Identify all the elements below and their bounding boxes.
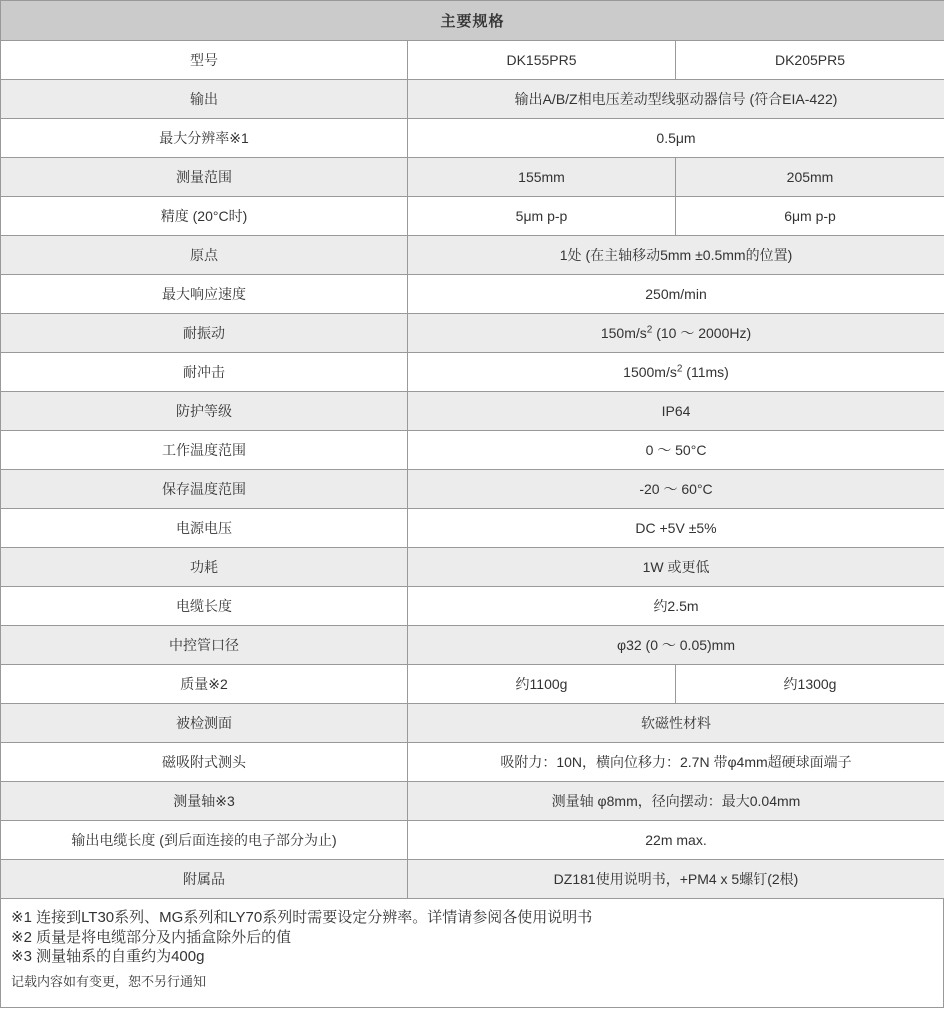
- table-row-output-cable-length: [1, 821, 944, 860]
- spec-label: 电源电压: [1, 509, 408, 548]
- table-row-cable-length: [1, 587, 944, 626]
- spec-value: φ32 (0 ～ 0.05)mm: [408, 626, 944, 665]
- spec-value: 6μm p-p: [676, 197, 944, 236]
- spec-value: 250m/min: [408, 275, 944, 314]
- table-row-shock-resistance: [1, 353, 944, 392]
- table-row-accessories: [1, 860, 944, 899]
- spec-value: [408, 314, 944, 353]
- table-row-model: [1, 41, 944, 80]
- table-row-accuracy: [1, 197, 944, 236]
- spec-label: 被检测面: [1, 704, 408, 743]
- spec-label: 电缆长度: [1, 587, 408, 626]
- table-row-power-consumption: [1, 548, 944, 587]
- spec-value: 0 ～ 50°C: [408, 431, 944, 470]
- spec-value: 约1100g: [408, 665, 676, 704]
- spec-value: 1处 (在主轴移动5mm ±0.5mm的位置): [408, 236, 944, 275]
- table-row-mass: [1, 665, 944, 704]
- table-row-storage-temperature: [1, 470, 944, 509]
- footnotes: [0, 899, 944, 1008]
- table-row-protection-rating: [1, 392, 944, 431]
- disclaimer-text: 记载内容如有变更，恕不另行通知: [11, 973, 207, 989]
- table-row-measuring-range: [1, 158, 944, 197]
- spec-label: 耐冲击: [1, 353, 408, 392]
- spec-value: DZ181使用说明书，+PM4 x 5螺钉(2根): [408, 860, 944, 899]
- spec-label: 测量范围: [1, 158, 408, 197]
- spec-label: 磁吸附式测头: [1, 743, 408, 782]
- spec-label: 输出电缆长度 (到后面连接的电子部分为止): [1, 821, 408, 860]
- spec-value: DC +5V ±5%: [408, 509, 944, 548]
- spec-label: 耐振动: [1, 314, 408, 353]
- table-row-output: [1, 80, 944, 119]
- value-base: 150m/s: [600, 325, 647, 341]
- spec-value: 1W 或更低: [408, 548, 944, 587]
- spec-value: 22m max.: [408, 821, 944, 860]
- table-row-magnetic-probe: [1, 743, 944, 782]
- table-row-power-voltage: [1, 509, 944, 548]
- spec-value: 约1300g: [676, 665, 944, 704]
- spec-value: DK155PR5: [408, 41, 676, 80]
- spec-value: 0.5μm: [408, 119, 944, 158]
- spec-label: 中控管口径: [1, 626, 408, 665]
- spec-value: 输出A/B/Z相电压差动型线驱动器信号 (符合EIA-422): [408, 80, 944, 119]
- footnote-1: ※1 连接到LT30系列、MG系列和LY70系列时需要设定分辨率。详情请参阅各使用说明书: [11, 909, 593, 926]
- spec-label: 附属品: [1, 860, 408, 899]
- spec-label: 型号: [1, 41, 408, 80]
- spec-value: 5μm p-p: [408, 197, 676, 236]
- table-row-detected-surface: [1, 704, 944, 743]
- spec-label: 工作温度范围: [1, 431, 408, 470]
- spec-value: 吸附力：10N，横向位移力：2.7N 带φ4mm超硬球面端子: [408, 743, 944, 782]
- spec-label: 精度 (20°C时): [1, 197, 408, 236]
- footnote-3: ※3 测量轴系的自重约为400g: [11, 948, 205, 965]
- spec-value: 约2.5m: [408, 587, 944, 626]
- table-row-vibration-resistance: [1, 314, 944, 353]
- table-title-row: [1, 1, 944, 41]
- spec-label: 最大响应速度: [1, 275, 408, 314]
- value-base: 1500m/s: [623, 364, 677, 380]
- table-row-operating-temperature: [1, 431, 944, 470]
- value-superscript: 2: [676, 363, 683, 375]
- footnote-2: ※2 质量是将电缆部分及内插盒除外后的值: [11, 928, 292, 946]
- spec-value: 205mm: [676, 158, 944, 197]
- spec-value: 155mm: [408, 158, 676, 197]
- table-row-origin: [1, 236, 944, 275]
- spec-label: 功耗: [1, 548, 408, 587]
- spec-label: 输出: [1, 80, 408, 119]
- table-title: 主要规格: [1, 1, 944, 41]
- spec-label: 最大分辨率※1: [1, 119, 408, 158]
- spec-value: IP64: [408, 392, 944, 431]
- spec-label: 防护等级: [1, 392, 408, 431]
- spec-value: [408, 353, 944, 392]
- value-suffix: (11ms): [682, 364, 729, 380]
- spec-label: 测量轴※3: [1, 782, 408, 821]
- table-row-measuring-shaft: [1, 782, 944, 821]
- spec-value: DK205PR5: [676, 41, 944, 80]
- spec-value: -20 ～ 60°C: [408, 470, 944, 509]
- table-row-max-resolution: [1, 119, 944, 158]
- spec-label: 保存温度范围: [1, 470, 408, 509]
- spec-label: 质量※2: [1, 665, 408, 704]
- spec-label: 原点: [1, 236, 408, 275]
- spec-value: 测量轴 φ8mm，径向摆动：最大0.04mm: [408, 782, 944, 821]
- spec-value: 软磁性材料: [408, 704, 944, 743]
- table-row-tube-diameter: [1, 626, 944, 665]
- value-suffix: (10 ～ 2000Hz): [652, 325, 752, 341]
- table-row-max-response-speed: [1, 275, 944, 314]
- value-superscript: 2: [646, 324, 653, 336]
